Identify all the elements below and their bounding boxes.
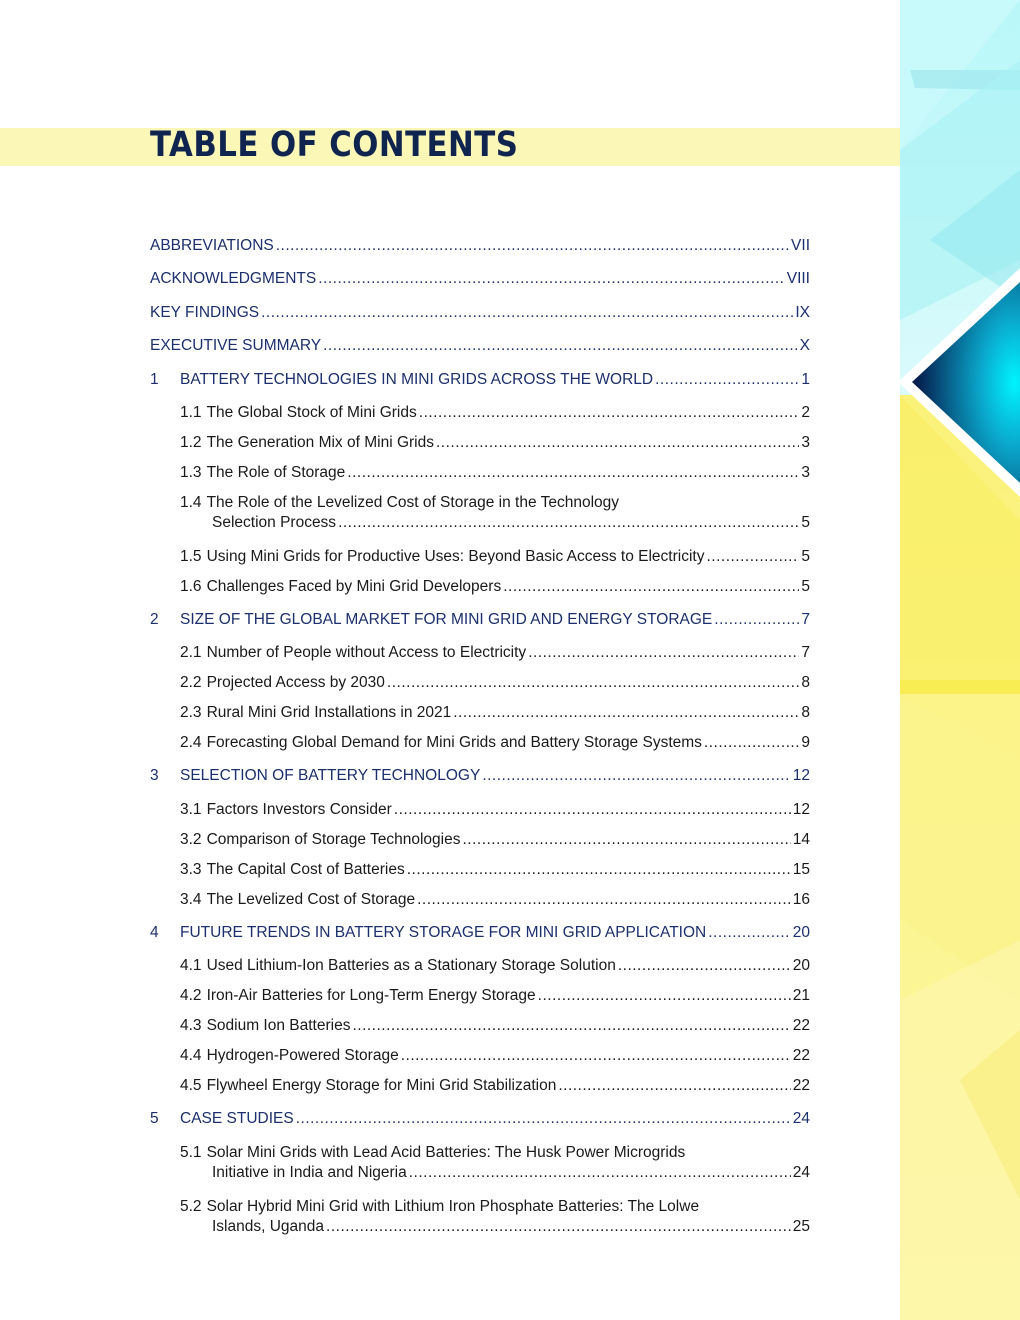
dot-leader (462, 830, 790, 850)
entry-title: The Capital Cost of Batteries (206, 860, 405, 878)
toc-entry[interactable] (150, 370, 810, 403)
toc-row (150, 336, 810, 356)
entry-title: Solar Hybrid Mini Grid with Lithium Iron Phosphate Batteries: The Lolwe (206, 1197, 700, 1215)
page-number: 7 (801, 610, 810, 628)
page-number: 14 (792, 830, 810, 848)
toc-row (150, 303, 810, 323)
toc-subentry[interactable] (150, 577, 810, 607)
toc-row (150, 370, 810, 390)
entry-title: The Global Stock of Mini Grids (206, 403, 417, 421)
toc-row (150, 433, 810, 453)
toc-entry[interactable] (150, 269, 810, 302)
dot-leader (347, 463, 799, 483)
toc-row (150, 923, 810, 943)
page-number: 16 (792, 890, 810, 908)
toc-row (150, 643, 810, 663)
toc-row (150, 513, 810, 533)
toc-row (150, 577, 810, 597)
chapter-number: 1 (150, 370, 159, 388)
page-number: 5 (801, 547, 810, 565)
chapter-number: 4 (150, 923, 159, 941)
chapter-number: 3 (150, 767, 159, 785)
toc-row (150, 1217, 810, 1237)
toc-row (150, 1109, 810, 1129)
page-number: IX (795, 303, 810, 321)
section-number: 3.3 (180, 860, 202, 878)
toc-subentry[interactable] (150, 703, 810, 733)
page-number: 3 (801, 433, 810, 451)
dot-leader (704, 733, 799, 753)
entry-title: Factors Investors Consider (206, 800, 392, 818)
page-number: 8 (801, 674, 810, 692)
toc-row (150, 673, 810, 693)
dot-leader (323, 336, 798, 356)
toc-subentry[interactable] (150, 493, 810, 547)
entry-title: SIZE OF THE GLOBAL MARKET FOR MINI GRID AND ENERGY STORAGE (180, 610, 713, 628)
page-number: VII (791, 237, 810, 254)
toc-row (150, 1016, 810, 1036)
entry-title: Used Lithium-Ion Batteries as a Stationary Storage Solution (206, 957, 616, 975)
toc-entry[interactable] (150, 336, 810, 369)
page-number: 5 (801, 513, 810, 531)
page-number: 12 (792, 767, 810, 785)
entry-title: KEY FINDINGS (150, 303, 260, 321)
dot-leader (276, 236, 789, 256)
toc-subentry[interactable] (150, 403, 810, 433)
toc-row (150, 830, 810, 850)
page-number: 3 (801, 463, 810, 481)
page-number: 2 (801, 403, 810, 421)
dot-leader (538, 986, 791, 1006)
page-number: X (799, 337, 810, 355)
toc-subentry[interactable] (150, 1197, 810, 1251)
page-number: 25 (792, 1217, 810, 1235)
section-number: 4.5 (180, 1077, 202, 1095)
section-number: 4.2 (180, 987, 202, 1005)
page-number: 9 (801, 734, 810, 752)
dot-leader (419, 403, 800, 423)
toc-row (150, 890, 810, 910)
section-number: 1.1 (180, 403, 202, 421)
page-number: 20 (792, 957, 810, 975)
toc-row (150, 610, 810, 630)
section-number: 2.3 (180, 704, 202, 722)
chapter-number: 2 (150, 610, 159, 628)
toc-subentry[interactable] (150, 547, 810, 577)
section-number: 3.4 (180, 890, 202, 908)
toc-subentry[interactable] (150, 463, 810, 493)
page-number: 7 (801, 644, 810, 662)
dot-leader (503, 577, 799, 597)
dot-leader (714, 610, 799, 630)
entry-title: Using Mini Grids for Productive Uses: Beyond Basic Access to Electricity (206, 547, 705, 565)
section-number: 4.1 (180, 957, 202, 975)
toc-entry[interactable] (150, 923, 810, 956)
toc-entry[interactable] (150, 303, 810, 336)
dot-leader (618, 956, 791, 976)
cyan-panel (900, 0, 1020, 440)
toc-row (150, 236, 810, 256)
toc-subentry[interactable] (150, 433, 810, 463)
entry-title: The Role of Storage (206, 463, 346, 481)
entry-title: Sodium Ion Batteries (206, 1017, 351, 1035)
dot-leader (387, 673, 799, 693)
page-number: 1 (801, 370, 810, 388)
entry-title-continued: Initiative in India and Nigeria (212, 1163, 407, 1181)
entry-title: FUTURE TRENDS IN BATTERY STORAGE FOR MINI GRID APPLICATION (180, 923, 707, 941)
toc-row (150, 1143, 810, 1163)
page-number: 20 (792, 923, 810, 941)
entry-title: EXECUTIVE SUMMARY (150, 337, 322, 355)
page-number: VIII (786, 270, 810, 288)
dot-leader (394, 800, 791, 820)
page-title: TABLE OF CONTENTS (150, 125, 519, 165)
dot-leader (453, 703, 799, 723)
table-of-contents (150, 236, 810, 1251)
toc-row (150, 493, 810, 513)
section-number: 4.3 (180, 1017, 202, 1035)
yellow-panel (900, 395, 1020, 1320)
entry-title: ACKNOWLEDGMENTS (150, 270, 317, 288)
page-number: 21 (792, 987, 810, 1005)
section-number: 3.1 (180, 800, 202, 818)
entry-title: Solar Mini Grids with Lead Acid Batteries: The Husk Power Microgrids (206, 1143, 686, 1161)
section-number: 5.2 (180, 1197, 202, 1215)
toc-subentry[interactable] (150, 643, 810, 673)
section-number: 2.4 (180, 734, 202, 752)
toc-row (150, 547, 810, 567)
toc-row (150, 403, 810, 423)
toc-subentry[interactable] (150, 733, 810, 763)
toc-subentry[interactable] (150, 673, 810, 703)
toc-entry[interactable] (150, 1109, 810, 1142)
page-number: 15 (792, 860, 810, 878)
toc-row (150, 956, 810, 976)
page-number: 12 (792, 800, 810, 818)
dot-leader (706, 547, 799, 567)
entry-title: Comparison of Storage Technologies (206, 830, 461, 848)
entry-title: Iron-Air Batteries for Long-Term Energy Storage (206, 987, 536, 1005)
page-number: 22 (792, 1047, 810, 1065)
toc-entry[interactable] (150, 766, 810, 799)
section-number: 1.6 (180, 577, 202, 595)
entry-title: Hydrogen-Powered Storage (206, 1047, 399, 1065)
dot-leader (482, 766, 790, 786)
section-number: 1.3 (180, 463, 202, 481)
dot-leader (318, 269, 785, 289)
section-number: 1.2 (180, 433, 202, 451)
dot-leader (352, 1016, 790, 1036)
toc-row (150, 860, 810, 880)
entry-title: Number of People without Access to Electricity (206, 644, 527, 662)
toc-subentry[interactable] (150, 1046, 810, 1076)
entry-title-continued: Selection Process (212, 513, 337, 531)
toc-subentry[interactable] (150, 830, 810, 860)
toc-subentry[interactable] (150, 1076, 810, 1106)
toc-row (150, 1163, 810, 1183)
entry-title: CASE STUDIES (180, 1110, 294, 1128)
dot-leader (436, 433, 799, 453)
toc-row (150, 1046, 810, 1066)
entry-title: Forecasting Global Demand for Mini Grids and Battery Storage Systems (206, 734, 702, 752)
dot-leader (409, 1163, 791, 1183)
dot-leader (655, 370, 799, 390)
dot-leader (407, 860, 791, 880)
toc-row (150, 269, 810, 289)
toc-subentry[interactable] (150, 860, 810, 890)
entry-title: BATTERY TECHNOLOGIES IN MINI GRIDS ACROSS THE WORLD (180, 370, 654, 388)
toc-row (150, 1197, 810, 1217)
toc-row (150, 703, 810, 723)
dot-leader (528, 643, 799, 663)
toc-subentry[interactable] (150, 800, 810, 830)
toc-row (150, 800, 810, 820)
page-number: 5 (801, 577, 810, 595)
toc-subentry[interactable] (150, 986, 810, 1016)
page-number: 22 (792, 1017, 810, 1035)
entry-title: Rural Mini Grid Installations in 2021 (206, 704, 452, 722)
toc-subentry[interactable] (150, 956, 810, 986)
entry-title: ABBREVIATIONS (150, 237, 274, 254)
chapter-number: 5 (150, 1110, 159, 1128)
entry-title: Flywheel Energy Storage for Mini Grid Stabilization (206, 1077, 557, 1095)
dot-leader (708, 923, 791, 943)
toc-row (150, 766, 810, 786)
toc-entry[interactable] (150, 236, 810, 269)
toc-row (150, 733, 810, 753)
section-number: 4.4 (180, 1047, 202, 1065)
section-number: 2.2 (180, 674, 202, 692)
entry-title: Projected Access by 2030 (206, 674, 385, 692)
toc-subentry[interactable] (150, 1016, 810, 1046)
section-number: 2.1 (180, 644, 202, 662)
page-number: 24 (792, 1110, 810, 1128)
toc-row (150, 1076, 810, 1096)
page-number: 22 (792, 1077, 810, 1095)
dot-leader (558, 1076, 790, 1096)
section-number: 1.5 (180, 547, 202, 565)
dot-leader (326, 1217, 791, 1237)
entry-title-continued: Islands, Uganda (212, 1217, 325, 1235)
diamond-gem-shape (898, 268, 1020, 497)
toc-subentry[interactable] (150, 1143, 810, 1197)
page-number: 8 (801, 704, 810, 722)
entry-title: Challenges Faced by Mini Grid Developers (206, 577, 502, 595)
section-number: 5.1 (180, 1143, 202, 1161)
page-number: 24 (792, 1163, 810, 1181)
entry-title: The Generation Mix of Mini Grids (206, 433, 434, 451)
entry-title: The Role of the Levelized Cost of Storage in the Technology (206, 493, 620, 511)
toc-subentry[interactable] (150, 890, 810, 920)
dot-leader (296, 1109, 791, 1129)
section-number: 1.4 (180, 493, 202, 511)
section-number: 3.2 (180, 830, 202, 848)
entry-title: SELECTION OF BATTERY TECHNOLOGY (180, 767, 481, 785)
toc-entry[interactable] (150, 610, 810, 643)
dot-leader (401, 1046, 791, 1066)
dot-leader (417, 890, 791, 910)
toc-row (150, 463, 810, 483)
entry-title: The Levelized Cost of Storage (206, 890, 416, 908)
toc-row (150, 986, 810, 1006)
dot-leader (261, 303, 793, 323)
dot-leader (338, 513, 799, 533)
